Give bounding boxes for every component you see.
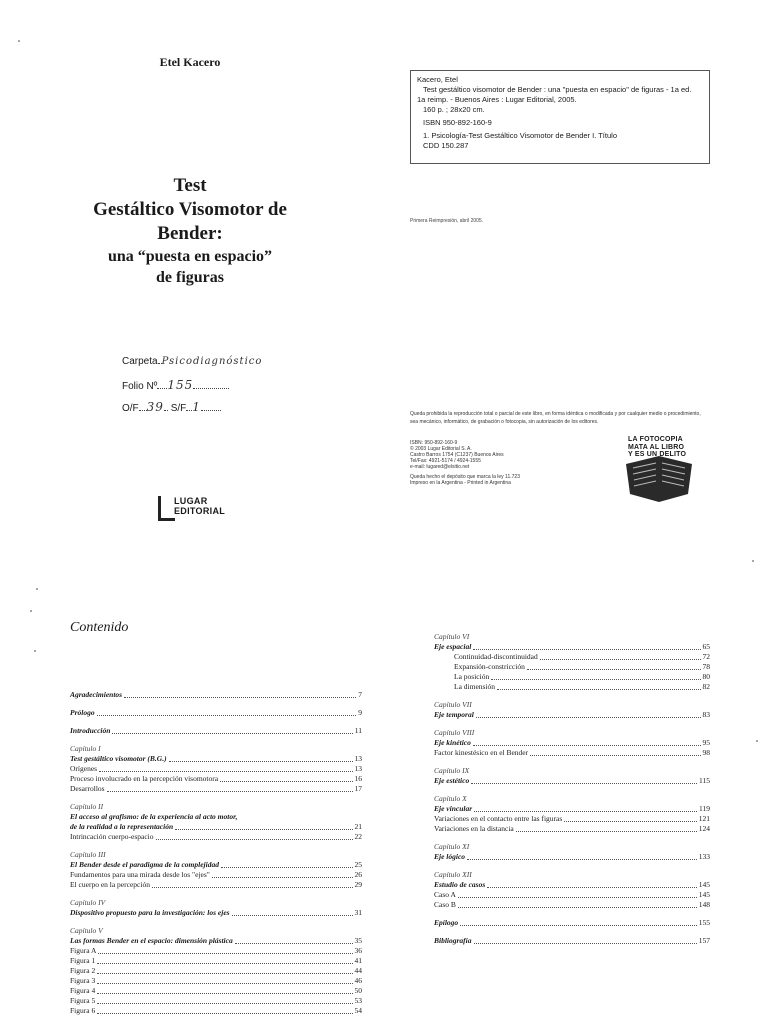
contents-group: [70, 708, 362, 718]
dot-leader: [458, 907, 697, 908]
dot-leader: [530, 755, 700, 756]
contents-entry-label: Caso B: [434, 900, 456, 909]
dot-leader: [124, 697, 356, 698]
chapter-label: Capítulo IX: [434, 766, 470, 775]
contents-entry-label: La posición: [454, 672, 490, 681]
dot-leader: [235, 943, 353, 944]
contents-entry: [434, 672, 710, 682]
publisher-logo-line: LUGAR: [174, 496, 208, 506]
contents-entry-label: Figura 6: [70, 1006, 96, 1015]
contents-entry: [434, 900, 710, 910]
imprint-line: © 2003 Lugar Editorial S. A.: [410, 446, 472, 452]
contents-entry-page: 17: [354, 784, 362, 793]
chapter-label: Capítulo I: [70, 744, 101, 753]
contents-entry-page: 31: [354, 908, 362, 917]
imprint-line: Castro Barros 1754 (C1237) Buenos Aires: [410, 452, 504, 458]
contents-entry: [434, 814, 710, 824]
dot-leader: [540, 659, 701, 660]
contents-entry-page: 50: [354, 986, 362, 995]
dot-leader: [212, 877, 353, 878]
contents-entry-page: 78: [702, 662, 710, 671]
book-title: [60, 174, 320, 288]
dot-leader: [473, 649, 700, 650]
dot-leader: [156, 839, 353, 840]
contents-entry-label: Figura 3: [70, 976, 96, 985]
contents-entry-page: 16: [354, 774, 362, 783]
chapter-label: Capítulo II: [70, 802, 104, 811]
contents-entry-label: Bibliografía: [434, 936, 472, 945]
contents-entry-label: Figura 5: [70, 996, 96, 1005]
contents-entry-label: El Bender desde el paradigma de la complejidad: [70, 860, 219, 869]
contents-entry: [70, 690, 362, 700]
dot-leader: [97, 963, 352, 964]
contents-entry-label: La dimensión: [454, 682, 496, 691]
dot-leader: [97, 1003, 352, 1004]
dot-leader: [112, 733, 352, 734]
chapter-label: Capítulo XII: [434, 870, 472, 879]
contents-entry-page: 13: [354, 764, 362, 773]
dot-leader: [497, 689, 700, 690]
publisher-logo-mark: [158, 496, 175, 521]
contents-entry-label: El cuerpo en la percepción: [70, 880, 150, 889]
cip-catalog-box: [410, 70, 710, 164]
contents-entry-page: 36: [354, 946, 362, 955]
photocopy-warning-line: Y ES UN DELITO: [628, 451, 687, 458]
title-line: Gestáltico Visomotor de: [93, 199, 287, 220]
contents-entry-label: Continuidad-discontinuidad: [454, 652, 538, 661]
contents-group: [434, 842, 710, 862]
stamp-folio-label: Folio Nº: [122, 381, 158, 392]
contents-entry: [70, 774, 362, 784]
dot-leader: [220, 781, 352, 782]
scan-speck: [34, 650, 36, 652]
contents-entry-page: 21: [354, 822, 362, 831]
cip-line: 1a reimp. - Buenos Aires : Lugar Editorial, 2005.: [417, 95, 577, 104]
contents-entry-label: Figura 1: [70, 956, 96, 965]
contents-entry-label: Intrincación cuerpo-espacio: [70, 832, 154, 841]
dot-leader: [476, 717, 701, 718]
contents-entry-page: 7: [358, 690, 362, 699]
contents-group: [434, 794, 710, 834]
contents-entry-label: Eje lógico: [434, 852, 466, 861]
subtitle-line: una “puesta en espacio”: [107, 248, 273, 265]
contents-entry-label: Expansión-constricción: [454, 662, 525, 671]
contents-heading: Contenido: [70, 620, 129, 635]
dot-leader: [516, 831, 697, 832]
imprint-line: Tel/Fax: 4921-5174 / 4924-1555: [410, 458, 481, 464]
contents-entry-label: Variaciones en el contacto entre las figuras: [434, 814, 563, 823]
contents-entry-label: Introducción: [70, 726, 111, 735]
contents-entry-page: 26: [354, 870, 362, 879]
contents-entry-label: Factor kinestésico en el Bender: [434, 748, 529, 757]
dot-leader: [152, 887, 353, 888]
contents-entry-page: 35: [354, 936, 362, 945]
dot-leader: [467, 859, 697, 860]
contents-entry: [434, 852, 710, 862]
contents-entry-page: 155: [698, 918, 710, 927]
contents-entry: [434, 880, 710, 890]
contents-entry-page: 82: [702, 682, 710, 691]
contents-entry-page: 29: [354, 880, 362, 889]
contents-entry-page: 72: [702, 652, 710, 661]
scan-speck: [756, 740, 758, 742]
contents-entry: [434, 662, 710, 672]
stamp-folio-row: [122, 378, 262, 400]
contents-entry: [434, 776, 710, 786]
contents-right-column: [434, 632, 710, 954]
contents-entry: [70, 976, 362, 986]
contents-entry-label: Dispositivo propuesto para la investigación: los ejes: [70, 908, 230, 917]
contents-entry: [70, 880, 362, 890]
contents-entry: [70, 956, 362, 966]
contents-entry: [70, 754, 362, 764]
title-line: Bender:: [157, 223, 223, 244]
contents-group: [70, 898, 362, 918]
contents-entry-page: 53: [354, 996, 362, 1005]
contents-entry-label: Eje espacial: [434, 642, 472, 651]
dot-leader: [97, 993, 352, 994]
stamp-carpeta-label: Carpeta: [122, 356, 158, 367]
dot-leader: [487, 887, 696, 888]
contents-entry: [70, 726, 362, 736]
contents-left-column: [70, 690, 362, 1024]
contents-entry-label: Caso A: [434, 890, 456, 899]
contents-entry-label: de la realidad a la representación: [70, 822, 174, 831]
dot-leader: [99, 771, 352, 772]
cip-line: Test gestáltico visomotor de Bender : una "puesta en espacio" de figuras - 1a ed.: [423, 85, 692, 94]
contents-entry-page: 22: [354, 832, 362, 841]
contents-entry: [70, 822, 362, 832]
contents-entry: [434, 642, 710, 652]
contents-entry-page: 145: [698, 890, 710, 899]
contents-group: [434, 918, 710, 928]
imprint-line: e-mail: lugared@elsitio.net: [410, 464, 470, 470]
chapter-label: Capítulo V: [70, 926, 103, 935]
contents-entry-page: 80: [702, 672, 710, 681]
contents-entry-page: 11: [354, 726, 362, 735]
contents-entry-label: Estudio de casos: [434, 880, 486, 889]
contents-entry-page: 9: [358, 708, 362, 717]
cip-line: 160 p. ; 28x20 cm.: [423, 105, 485, 114]
contents-entry: [70, 936, 362, 946]
photocopy-warning-text: [628, 436, 694, 459]
contents-entry-page: 133: [698, 852, 710, 861]
dot-leader: [471, 783, 697, 784]
stamp-of-handwriting: 39: [146, 400, 164, 414]
contents-entry-page: 95: [702, 738, 710, 747]
stamp-sf-label: S/F: [170, 403, 187, 414]
contents-entry: [70, 996, 362, 1006]
contents-entry-label: Eje temporal: [434, 710, 474, 719]
dot-leader: [232, 915, 353, 916]
contents-entry: [434, 710, 710, 720]
dot-leader: [564, 821, 696, 822]
cip-line: 1. Psicología-Test Gestáltico Visomotor de Bender I. Título: [423, 131, 617, 140]
contents-entry: [70, 986, 362, 996]
contents-entry-page: 44: [354, 966, 362, 975]
chapter-label: Capítulo VII: [434, 700, 472, 709]
contents-entry-page: 41: [354, 956, 362, 965]
contents-group: [434, 728, 710, 758]
contents-entry-page: 157: [698, 936, 710, 945]
contents-entry-page: 83: [702, 710, 710, 719]
contents-entry-page: 145: [698, 880, 710, 889]
contents-entry: [70, 832, 362, 842]
contents-entry-label: Prólogo: [70, 708, 95, 717]
contents-entry-page: 65: [702, 642, 710, 651]
dot-leader: [527, 669, 701, 670]
stamp-of-sf-row: [122, 400, 262, 422]
contents-entry-page: 46: [354, 976, 362, 985]
contents-entry: [434, 918, 710, 928]
dot-leader: [221, 867, 353, 868]
contents-entry: [434, 804, 710, 814]
dot-leader: [458, 897, 697, 898]
photocopy-warning-line: MATA AL LIBRO: [628, 443, 685, 451]
publisher-logo-line: EDITORIAL: [174, 506, 226, 516]
contents-entry-label: Fundamentos para una mirada desde los "ejes": [70, 870, 210, 879]
contents-group: [70, 802, 362, 842]
chapter-label: Capítulo XI: [434, 842, 470, 851]
contents-entry: [434, 824, 710, 834]
cip-line: ISBN 950-892-160-9: [423, 118, 492, 127]
chapter-label: Capítulo III: [70, 850, 106, 859]
scan-speck: [752, 560, 754, 562]
dot-leader: [97, 715, 357, 716]
contents-entry-label: Las formas Bender en el espacio: dimensión plástica: [70, 936, 233, 945]
dot-leader: [107, 791, 353, 792]
contents-entry-label: Desarrollos: [70, 784, 105, 793]
contents-entry-page: 13: [354, 754, 362, 763]
contents-entry-page: 148: [698, 900, 710, 909]
author-name: Etel Kacero: [159, 55, 221, 69]
dot-leader: [97, 973, 352, 974]
contents-group: [434, 766, 710, 786]
printing-note: Primera Reimpresión, abril 2005.: [410, 218, 484, 224]
dot-leader: [175, 829, 352, 830]
publisher-logo-text: [174, 496, 225, 516]
contents-entry: [434, 936, 710, 946]
contents-entry: [70, 860, 362, 870]
contents-entry-page: 98: [702, 748, 710, 757]
dot-leader: [474, 943, 697, 944]
contents-group: [70, 850, 362, 890]
contents-entry: [70, 966, 362, 976]
contents-entry-label: Figura A: [70, 946, 97, 955]
photocopy-warning-line: LA FOTOCOPIA: [628, 436, 683, 443]
contents-entry: [434, 748, 710, 758]
scan-speck: [36, 588, 38, 590]
contents-group: [70, 726, 362, 736]
chapter-label: Capítulo VIII: [434, 728, 475, 737]
publisher-logo: [158, 496, 278, 520]
scan-speck: [18, 40, 20, 42]
contents-group: [70, 926, 362, 1016]
contents-group: [70, 744, 362, 794]
contents-entry: [434, 652, 710, 662]
stamp-of-label: O/F: [122, 403, 139, 414]
imprint-line: ISBN: 950-892-160-9: [410, 440, 458, 446]
contents-entry: [70, 784, 362, 794]
publisher-imprint: [410, 440, 590, 486]
imprint-line: Queda hecho el depósito que marca la ley 11.723: [410, 474, 520, 480]
contents-entry-label: Test gestáltico visomotor (B.G.): [70, 754, 167, 763]
cip-line: Kacero, Etel: [417, 75, 458, 84]
contents-entry-label: Variaciones en la distancia: [434, 824, 514, 833]
contents-entry: [434, 682, 710, 692]
contents-entry: [70, 946, 362, 956]
contents-entry-page: 124: [698, 824, 710, 833]
contents-group: [434, 700, 710, 720]
chapter-label: Capítulo X: [434, 794, 467, 803]
contents-entry: [434, 890, 710, 900]
contents-entry: [70, 870, 362, 880]
contents-group: [434, 936, 710, 946]
rights-notice: Queda prohibida la reproducción total o parcial de este libro, en forma idéntica o modificada y por cualquier medio o procedimiento, sea mecánico, informático, de grabación o fotocopia, sin autorización de los editores.: [410, 411, 701, 425]
contents-entry-page: 119: [699, 804, 710, 813]
dot-leader: [473, 745, 701, 746]
subtitle-line: de figuras: [156, 269, 224, 286]
archive-stamp: [122, 356, 262, 422]
stamp-carpeta-row: [122, 356, 262, 378]
dot-leader: [460, 925, 697, 926]
imprint-line: Impreso en la Argentina - Printed in Argentina: [410, 480, 511, 486]
stamp-carpeta-handwriting: Psicodiagnóstico: [161, 356, 263, 367]
contents-entry-label: Orígenes: [70, 764, 98, 773]
contents-entry-label: Eje estético: [434, 776, 470, 785]
chapter-label: Capítulo VI: [434, 632, 470, 641]
contents-group: [434, 632, 710, 692]
contents-entry-page: 121: [698, 814, 710, 823]
contents-entry-label: Epílogo: [434, 918, 459, 927]
dot-leader: [169, 761, 353, 762]
contents-group: [434, 870, 710, 910]
contents-entry-label: Proceso involucrado en la percepción visomotora: [70, 774, 219, 783]
contents-entry: [70, 908, 362, 918]
contents-entry-page: 115: [699, 776, 710, 785]
contents-entry-label: Eje kinético: [434, 738, 471, 747]
chapter-label: Capítulo IV: [70, 898, 106, 907]
contents-group: [70, 690, 362, 700]
dot-leader: [98, 953, 352, 954]
contents-entry: [70, 764, 362, 774]
contents-entry-label: El acceso al grafismo: de la experiencia al acto motor,: [70, 812, 238, 821]
stamp-folio-handwriting: 155: [167, 378, 194, 392]
stamp-sf-handwriting: 1: [192, 400, 201, 414]
dot-leader: [491, 679, 700, 680]
dot-leader: [97, 983, 352, 984]
contents-entry-label: Figura 2: [70, 966, 96, 975]
dot-leader: [474, 811, 697, 812]
contents-entry: [70, 1006, 362, 1016]
contents-entry-label: Figura 4: [70, 986, 96, 995]
contents-entry-page: 54: [354, 1006, 362, 1015]
cip-line: CDD 150.287: [423, 141, 469, 150]
contents-entry-label: Eje vincular: [434, 804, 473, 813]
contents-entry: [70, 708, 362, 718]
photocopy-warning-logo: [624, 436, 694, 502]
dot-leader: [97, 1013, 352, 1014]
contents-entry: [434, 738, 710, 748]
contents-entry-label: Agradecimientos: [70, 690, 123, 699]
contents-entry-page: 25: [354, 860, 362, 869]
title-line: Test: [173, 175, 207, 196]
scan-speck: [30, 610, 32, 612]
